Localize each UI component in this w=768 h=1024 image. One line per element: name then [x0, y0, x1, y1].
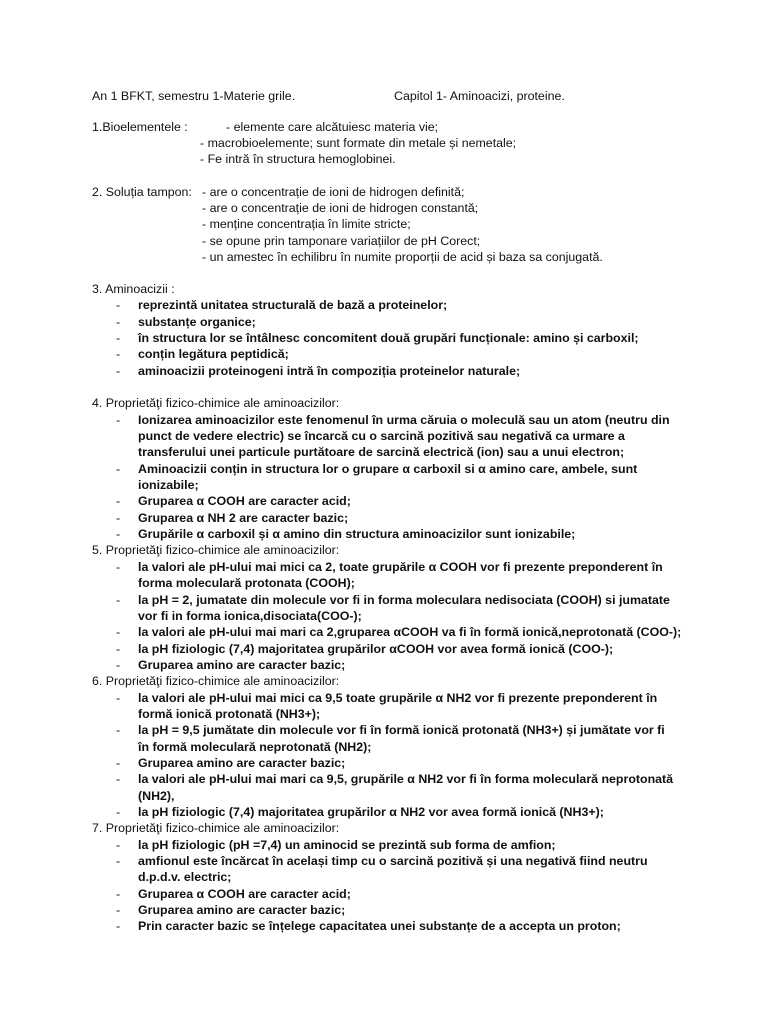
- bullet-dash: -: [116, 462, 121, 476]
- bullet-dash: -: [116, 413, 121, 427]
- q1-option-1: - elemente care alcătuiesc materia vie;: [226, 120, 439, 134]
- q4-option-1-line-3: transferului unei particule purtătoare de sarcină electrică (ion) sau a unui electron;: [138, 445, 625, 459]
- bullet-dash: -: [116, 364, 121, 378]
- q5-option-3: la valori ale pH-ului mai mari ca 2,gruparea αCOOH va fi în formă ionică,neprotonată (COO-);: [138, 625, 682, 639]
- q4-option-5: Grupările α carboxil și α amino din structura aminoacizilor sunt ionizabile;: [138, 527, 576, 541]
- q4-option-2-line-2: ionizabile;: [138, 478, 199, 492]
- q6-option-4-line-1: la valori ale pH-ului mai mari ca 9,5, grupările α NH2 vor fi în forma moleculară neprotonată: [138, 772, 674, 786]
- q7-option-4: Gruparea amino are caracter bazic;: [138, 903, 346, 917]
- q3-option-2: substanțe organice;: [138, 315, 256, 329]
- q2-label: 2. Soluția tampon:: [92, 185, 192, 199]
- q7-option-2-line-1: amfionul este încărcat în același timp cu o sarcină pozitivă și una negativă fiind neutru: [138, 854, 648, 868]
- q4-option-3: Gruparea α COOH are caracter acid;: [138, 494, 351, 508]
- q3-option-5: aminoacizii proteinogeni intră în compoziția proteinelor naturale;: [138, 364, 521, 378]
- bullet-dash: -: [116, 691, 121, 705]
- q4-option-4: Gruparea α NH 2 are caracter bazic;: [138, 511, 349, 525]
- q7-option-3: Gruparea α COOH are caracter acid;: [138, 887, 351, 901]
- q5-label: 5. Proprietăţi fizico-chimice ale aminoacizilor:: [92, 543, 340, 557]
- q4-option-2-line-1: Aminoacizii conțin in structura lor o grupare α carboxil si α amino care, ambele, sunt: [138, 462, 638, 476]
- bullet-dash: -: [116, 805, 121, 819]
- q6-option-5: la pH fiziologic (7,4) majoritatea grupărilor α NH2 vor avea formă ionică (NH3+);: [138, 805, 604, 819]
- q5-option-2-line-1: la pH = 2, jumatate din molecule vor fi in forma moleculara nedisociata (COOH) si jumatate: [138, 593, 670, 607]
- q6-option-3: Gruparea amino are caracter bazic;: [138, 756, 346, 770]
- q2-option-5: - un amestec în echilibru în numite proporții de acid și baza sa conjugată.: [202, 250, 603, 264]
- q4-option-1-line-1: Ionizarea aminoacizilor este fenomenul în urma căruia o moleculă sau un atom (neutru din: [138, 413, 670, 427]
- q2-option-2: - are o concentrație de ioni de hidrogen constantă;: [202, 201, 479, 215]
- q7-option-2-line-2: d.p.d.v. electric;: [138, 870, 232, 884]
- q1-option-2: - macrobioelemente; sunt formate din metale și nemetale;: [200, 136, 517, 150]
- q6-option-2-line-1: la pH = 9,5 jumătate din molecule vor fi în formă ionică protonată (NH3+) și jumătate vor fi: [138, 723, 665, 737]
- q6-option-2-line-2: în formă moleculară neprotonată (NH2);: [138, 740, 372, 754]
- q1-option-3: - Fe intră în structura hemoglobinei.: [200, 152, 396, 166]
- bullet-dash: -: [116, 527, 121, 541]
- bullet-dash: -: [116, 903, 121, 917]
- bullet-dash: -: [116, 298, 121, 312]
- bullet-dash: -: [116, 642, 121, 656]
- bullet-dash: -: [116, 347, 121, 361]
- q5-option-1-line-1: la valori ale pH-ului mai mici ca 2, toate grupările α COOH vor fi prezente preponderent în: [138, 560, 663, 574]
- q4-option-1-line-2: punct de vedere electric) se încarcă cu o sarcină pozitivă sau negativă ca urmare a: [138, 429, 625, 443]
- q2-option-4: - se opune prin tamponare variațiilor de pH Corect;: [202, 234, 481, 248]
- q3-option-3: în structura lor se întâlnesc concomitent două grupări funcționale: amino și carboxil;: [138, 331, 639, 345]
- bullet-dash: -: [116, 756, 121, 770]
- bullet-dash: -: [116, 887, 121, 901]
- q6-option-4-line-2: (NH2),: [138, 789, 175, 803]
- bullet-dash: -: [116, 315, 121, 329]
- q5-option-5: Gruparea amino are caracter bazic;: [138, 658, 346, 672]
- bullet-dash: -: [116, 723, 121, 737]
- bullet-dash: -: [116, 494, 121, 508]
- bullet-dash: -: [116, 331, 121, 345]
- q5-option-2-line-2: vor fi in forma ionica,disociata(COO-);: [138, 609, 362, 623]
- q5-option-4: la pH fiziologic (7,4) majoritatea grupărilor αCOOH vor avea formă ionică (COO-);: [138, 642, 614, 656]
- bullet-dash: -: [116, 625, 121, 639]
- q6-label: 6. Proprietăţi fizico-chimice ale aminoacizilor:: [92, 674, 340, 688]
- q7-option-5: Prin caracter bazic se înțelege capacitatea unei substanțe de a accepta un proton;: [138, 919, 621, 933]
- q6-option-1-line-2: formă ionică protonată (NH3+);: [138, 707, 321, 721]
- q2-option-1: - are o concentrație de ioni de hidrogen definită;: [202, 185, 465, 199]
- q5-option-1-line-2: forma moleculară protonata (COOH);: [138, 576, 355, 590]
- q1-label: 1.Bioelementele :: [92, 120, 188, 134]
- q3-option-1: reprezintă unitatea structurală de bază a proteinelor;: [138, 298, 448, 312]
- q3-option-4: conțin legătura peptidică;: [138, 347, 289, 361]
- bullet-dash: -: [116, 838, 121, 852]
- bullet-dash: -: [116, 593, 121, 607]
- bullet-dash: -: [116, 919, 121, 933]
- q7-option-1: la pH fiziologic (pH =7,4) un aminocid se prezintă sub forma de amfion;: [138, 838, 556, 852]
- q6-option-1-line-1: la valori ale pH-ului mai mici ca 9,5 toate grupările α NH2 vor fi prezente preponderent în: [138, 691, 658, 705]
- bullet-dash: -: [116, 772, 121, 786]
- bullet-dash: -: [116, 560, 121, 574]
- bullet-dash: -: [116, 854, 121, 868]
- q7-label: 7. Proprietăţi fizico-chimice ale aminoacizilor:: [92, 821, 340, 835]
- header-course: An 1 BFKT, semestru 1-Materie grile.: [92, 89, 296, 103]
- bullet-dash: -: [116, 511, 121, 525]
- header-chapter: Capitol 1- Aminoacizi, proteine.: [394, 89, 565, 103]
- bullet-dash: -: [116, 658, 121, 672]
- q4-label: 4. Proprietăţi fizico-chimice ale aminoacizilor:: [92, 396, 340, 410]
- q3-label: 3. Aminoacizii :: [92, 282, 175, 296]
- q2-option-3: - menține concentrația în limite stricte;: [202, 217, 411, 231]
